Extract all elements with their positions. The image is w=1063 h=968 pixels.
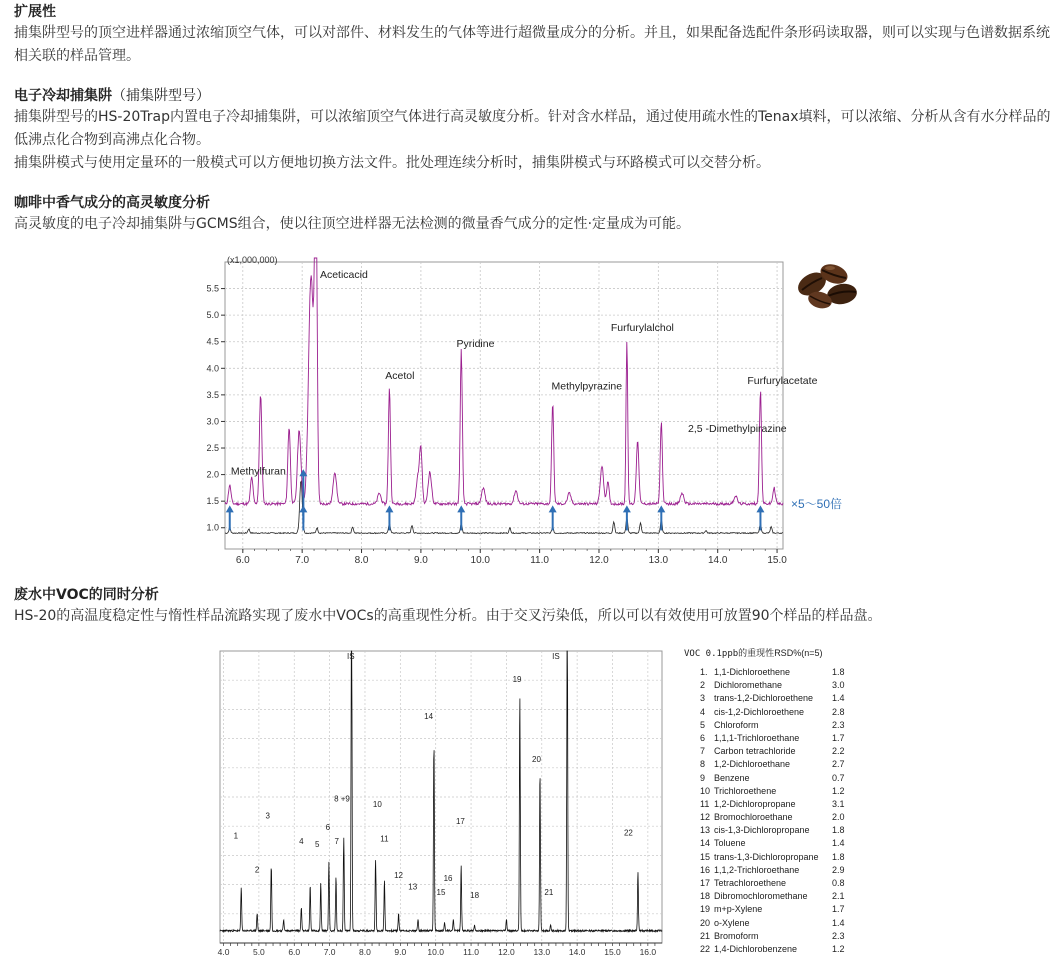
paragraph: 捕集阱型号的HS-20Trap内置电子冷却捕集阱，可以浓缩顶空气体进行高灵敏度分析。针对含水样品，通过使用疏水性的Tenax填料，可以浓缩、分析从含有水分样品的低沸点化合物到高沸点化合物。 [14,109,1051,148]
coffee-beans-icon [790,256,864,312]
rsd-row-compound: 1,1,1-Trichloroethane [714,732,800,743]
section-coffee-aroma [14,193,1054,236]
x-tick-label: 11.0 [463,947,480,957]
peak-label: 13 [408,882,418,892]
paragraph: 高灵敏度的电子冷却捕集阱与GCMS组合，使以往顶空进样器无法检测的微量香气成分的定性·定量成为可能。 [14,216,691,232]
peak-label: Pyridine [456,338,495,351]
rsd-row-value: 1.7 [832,732,845,743]
section-title: 咖啡中香气成分的高灵敏度分析 [14,195,210,211]
rsd-row-compound: o-Xylene [714,917,750,928]
peak-label: Aceticacid [319,268,368,281]
paragraph: HS-20的高温度稳定性与惰性样品流路实现了废水中VOCs的高重现性分析。由于交叉污染低，所以可以有效使用可放置90个样品的样品盘。 [14,608,882,624]
rsd-row [700,811,864,824]
rsd-row-no: 11 [700,798,710,809]
rsd-row-no: 10 [700,785,711,796]
rsd-row-no: 1. [700,667,708,677]
rsd-row-compound: Carbon tetrachloride [714,746,796,757]
section-title: 扩展性 [14,4,56,20]
section-electronic-trap [14,86,1054,175]
x-tick-label: 6.0 [288,947,301,957]
rsd-row-value: 2.3 [832,719,845,730]
rsd-row-no: 16 [700,864,711,875]
peak-label: 20 [532,754,541,764]
rsd-row-value: 2.8 [832,706,845,717]
x-tick-label: 12.0 [498,947,515,957]
rsd-row-value: 0.7 [832,772,845,783]
rsd-row [700,692,864,705]
rsd-row [700,864,864,877]
rsd-rows [700,666,864,956]
y-tick-label: 5.0 [206,310,219,321]
rsd-row-no: 3 [700,693,706,704]
x-tick-label: 13.0 [533,947,551,957]
rsd-row [700,890,864,903]
section-voc-analysis [14,585,1054,628]
y-tick-label: 1.5 [206,496,219,507]
rsd-title-suffix: RSD%(n=5) [774,648,823,658]
rsd-row-compound: trans-1,2-Dichloroethene [714,693,814,704]
rsd-row-compound: Benzene [714,772,750,783]
x-tick-label: 15.0 [604,947,621,957]
rsd-row [700,851,864,864]
rsd-row [700,903,864,916]
rsd-row-no: 21 [700,930,711,941]
rsd-row [700,943,864,956]
rsd-row [700,745,864,758]
peak-label: 22 [623,828,633,838]
rsd-table-title [684,646,864,666]
rsd-row-no: 12 [700,812,711,823]
peak-label: 19 [512,675,522,685]
peak-label: 15 [436,888,446,898]
rsd-row [700,877,864,890]
peak-label: Furfurylacetate [747,375,818,388]
rsd-row-no: 18 [700,891,711,902]
x-tick-label: 5.0 [252,947,265,957]
rsd-row [700,798,864,811]
rsd-row-compound: Bromochloroethane [714,812,793,823]
y-tick-label: 4.5 [206,336,219,347]
rsd-row [700,837,864,850]
rsd-row [700,679,864,692]
rsd-row-no: 14 [700,838,711,849]
rsd-row-value: 2.3 [832,930,845,941]
y-tick-label: 2.0 [206,469,219,480]
peak-label: 8 +9 [334,794,350,804]
peak-label: 14 [424,712,434,722]
rsd-row-compound: cis-1,2-Dichloroethene [714,706,805,717]
rsd-row-value: 2.2 [832,746,845,757]
title-sub: （捕集阱型号） [112,88,210,104]
peak-label: 2 [254,865,260,875]
rsd-row-compound: Chloroform [714,719,759,730]
peak-label: 18 [470,891,480,901]
peak-label: Furfurylalchol [610,322,674,335]
rsd-row-value: 1.4 [832,917,845,928]
peak-label: 12 [394,871,404,881]
y-tick-label: 1.0 [206,522,219,533]
rsd-row-value: 1.8 [832,851,845,862]
peak-label: 10 [372,800,382,810]
peak-label: Methylfuran [230,465,286,478]
peak-label: 16 [443,874,453,884]
peak-label: 11 [380,834,389,844]
x-tick-label: 13.0 [648,555,669,566]
rsd-row-no: 13 [700,825,711,836]
rsd-row-value: 2.1 [832,891,845,902]
rsd-row [700,719,864,732]
rsd-row-no: 4 [700,706,706,717]
x-tick-label: 7.0 [295,555,310,566]
rsd-row-value: 1.4 [832,838,845,849]
rsd-row-no: 15 [700,851,711,862]
peak-label: 1 [233,831,239,841]
rsd-row-compound: Tetrachloroethene [714,878,787,888]
x-tick-label: 7.0 [323,947,336,957]
rsd-table [684,646,864,956]
rsd-row-compound: cis-1,3-Dichloropropane [714,825,810,836]
title-main: 电子冷却捕集阱 [14,88,112,104]
rsd-row-no: 8 [700,759,706,770]
rsd-row-value: 1.8 [832,667,845,677]
rsd-row-value: 2.7 [832,759,845,770]
y-tick-label: 3.0 [206,416,219,427]
rsd-row-value: 1.7 [832,904,845,915]
rsd-row [700,785,864,798]
rsd-row-no: 5 [700,719,706,730]
rsd-row-compound: Toluene [714,838,746,849]
peak-label: 2,5 -Dimethylpirazine [688,423,787,436]
peak-label: 6 [325,822,331,832]
x-tick-label: 14.0 [707,555,728,566]
rsd-row-no: 9 [700,772,706,783]
rsd-row [700,772,864,785]
x-tick-label: 11.0 [530,555,549,566]
paragraph: 捕集阱型号的顶空进样器通过浓缩顶空气体，可以对部件、材料发生的气体等进行超微量成分的分析。并且，如果配备选配件条形码读取器，则可以实现与色谱数据系统相关联的样品管理。 [14,25,1050,64]
rsd-row-no: 6 [700,732,706,743]
x-tick-label: 16.0 [639,947,657,957]
rsd-row [700,758,864,771]
rsd-row-compound: trans-1,3-Dichloropropane [714,851,819,862]
rsd-row-no: 19 [700,904,711,915]
peak-label: IS [347,652,355,661]
rsd-row-compound: 1,1,2-Trichloroethane [714,864,800,875]
y-tick-label: 3.5 [206,389,219,400]
rsd-row-compound: m+p-Xylene [714,904,763,915]
rsd-row-value: 1.2 [832,943,845,954]
x-tick-label: 8.0 [354,555,369,566]
rsd-row [700,824,864,837]
x-tick-label: 4.0 [217,947,230,957]
rsd-row [700,666,864,679]
peak-label: 4 [299,837,304,847]
peak-label: Acetol [385,369,415,382]
rsd-row-value: 0.8 [832,878,845,888]
peak-label: 3 [265,811,270,821]
x-tick-label: 12.0 [589,555,609,566]
rsd-row-no: 20 [700,917,711,928]
rsd-row-compound: Bromoform [714,930,759,941]
x-tick-label: 15.0 [767,555,787,566]
rsd-title-prefix: VOC 0.1ppb的重现性 [684,649,775,659]
rsd-row [700,706,864,719]
magnification-label: ×5～50倍 [791,496,843,511]
section-title [14,86,1054,106]
rsd-row-no: 2 [700,680,706,691]
peak-label: 17 [455,817,465,827]
peak-label: IS [552,652,560,661]
y-tick-label: 2.5 [206,443,219,454]
x-tick-label: 9.0 [413,555,428,566]
x-tick-label: 9.0 [394,947,407,957]
x-tick-label: 8.0 [359,947,371,957]
rsd-row-compound: 1,4-Dichlorobenzene [714,943,798,954]
rsd-row [700,732,864,745]
x-tick-label: 14.0 [568,947,586,957]
rsd-row-value: 2.9 [832,864,845,875]
rsd-row-value: 2.0 [832,812,845,823]
voc-chromatogram [208,648,674,964]
rsd-row-compound: Dichloromethane [714,680,783,691]
rsd-row-value: 1.8 [832,825,845,836]
rsd-row-compound: 1,2-Dichloropropane [714,798,796,809]
rsd-row-no: 22 [700,943,711,954]
rsd-row-no: 7 [700,746,706,757]
rsd-row-no: 17 [700,878,711,888]
x-tick-label: 10.0 [427,947,444,957]
x-tick-label: 10.0 [470,555,490,566]
rsd-row-value: 3.0 [832,680,845,691]
rsd-row-compound: Dibromochloromethane [714,891,808,902]
section-title: 废水中VOC的同时分析 [14,587,159,603]
y-tick-label: 4.0 [206,363,219,374]
rsd-row-value: 3.1 [832,798,845,809]
peak-label: 21 [544,888,554,898]
peak-label: 7 [334,837,339,847]
rsd-row [700,930,864,943]
peak-label: 5 [315,839,320,849]
peak-label: Methylpyrazine [551,380,623,393]
y-tick-label: 5.5 [206,283,219,294]
paragraph: 捕集阱模式与使用定量环的一般模式可以方便地切换方法文件。批处理连续分析时，捕集阱模式与环路模式可以交替分析。 [14,155,770,171]
coffee-chromatogram [205,252,855,568]
rsd-row-value: 1.2 [832,785,845,796]
section-extensibility [14,2,1054,68]
rsd-row-compound: 1,2-Dichloroethane [714,759,791,770]
scale-label: (x1,000,000) [227,255,278,265]
rsd-row-compound: 1,1-Dichloroethene [714,667,791,677]
rsd-row-value: 1.4 [832,693,845,704]
rsd-row [700,917,864,930]
x-tick-label: 6.0 [235,555,250,566]
rsd-row-compound: Trichloroethene [714,785,777,796]
